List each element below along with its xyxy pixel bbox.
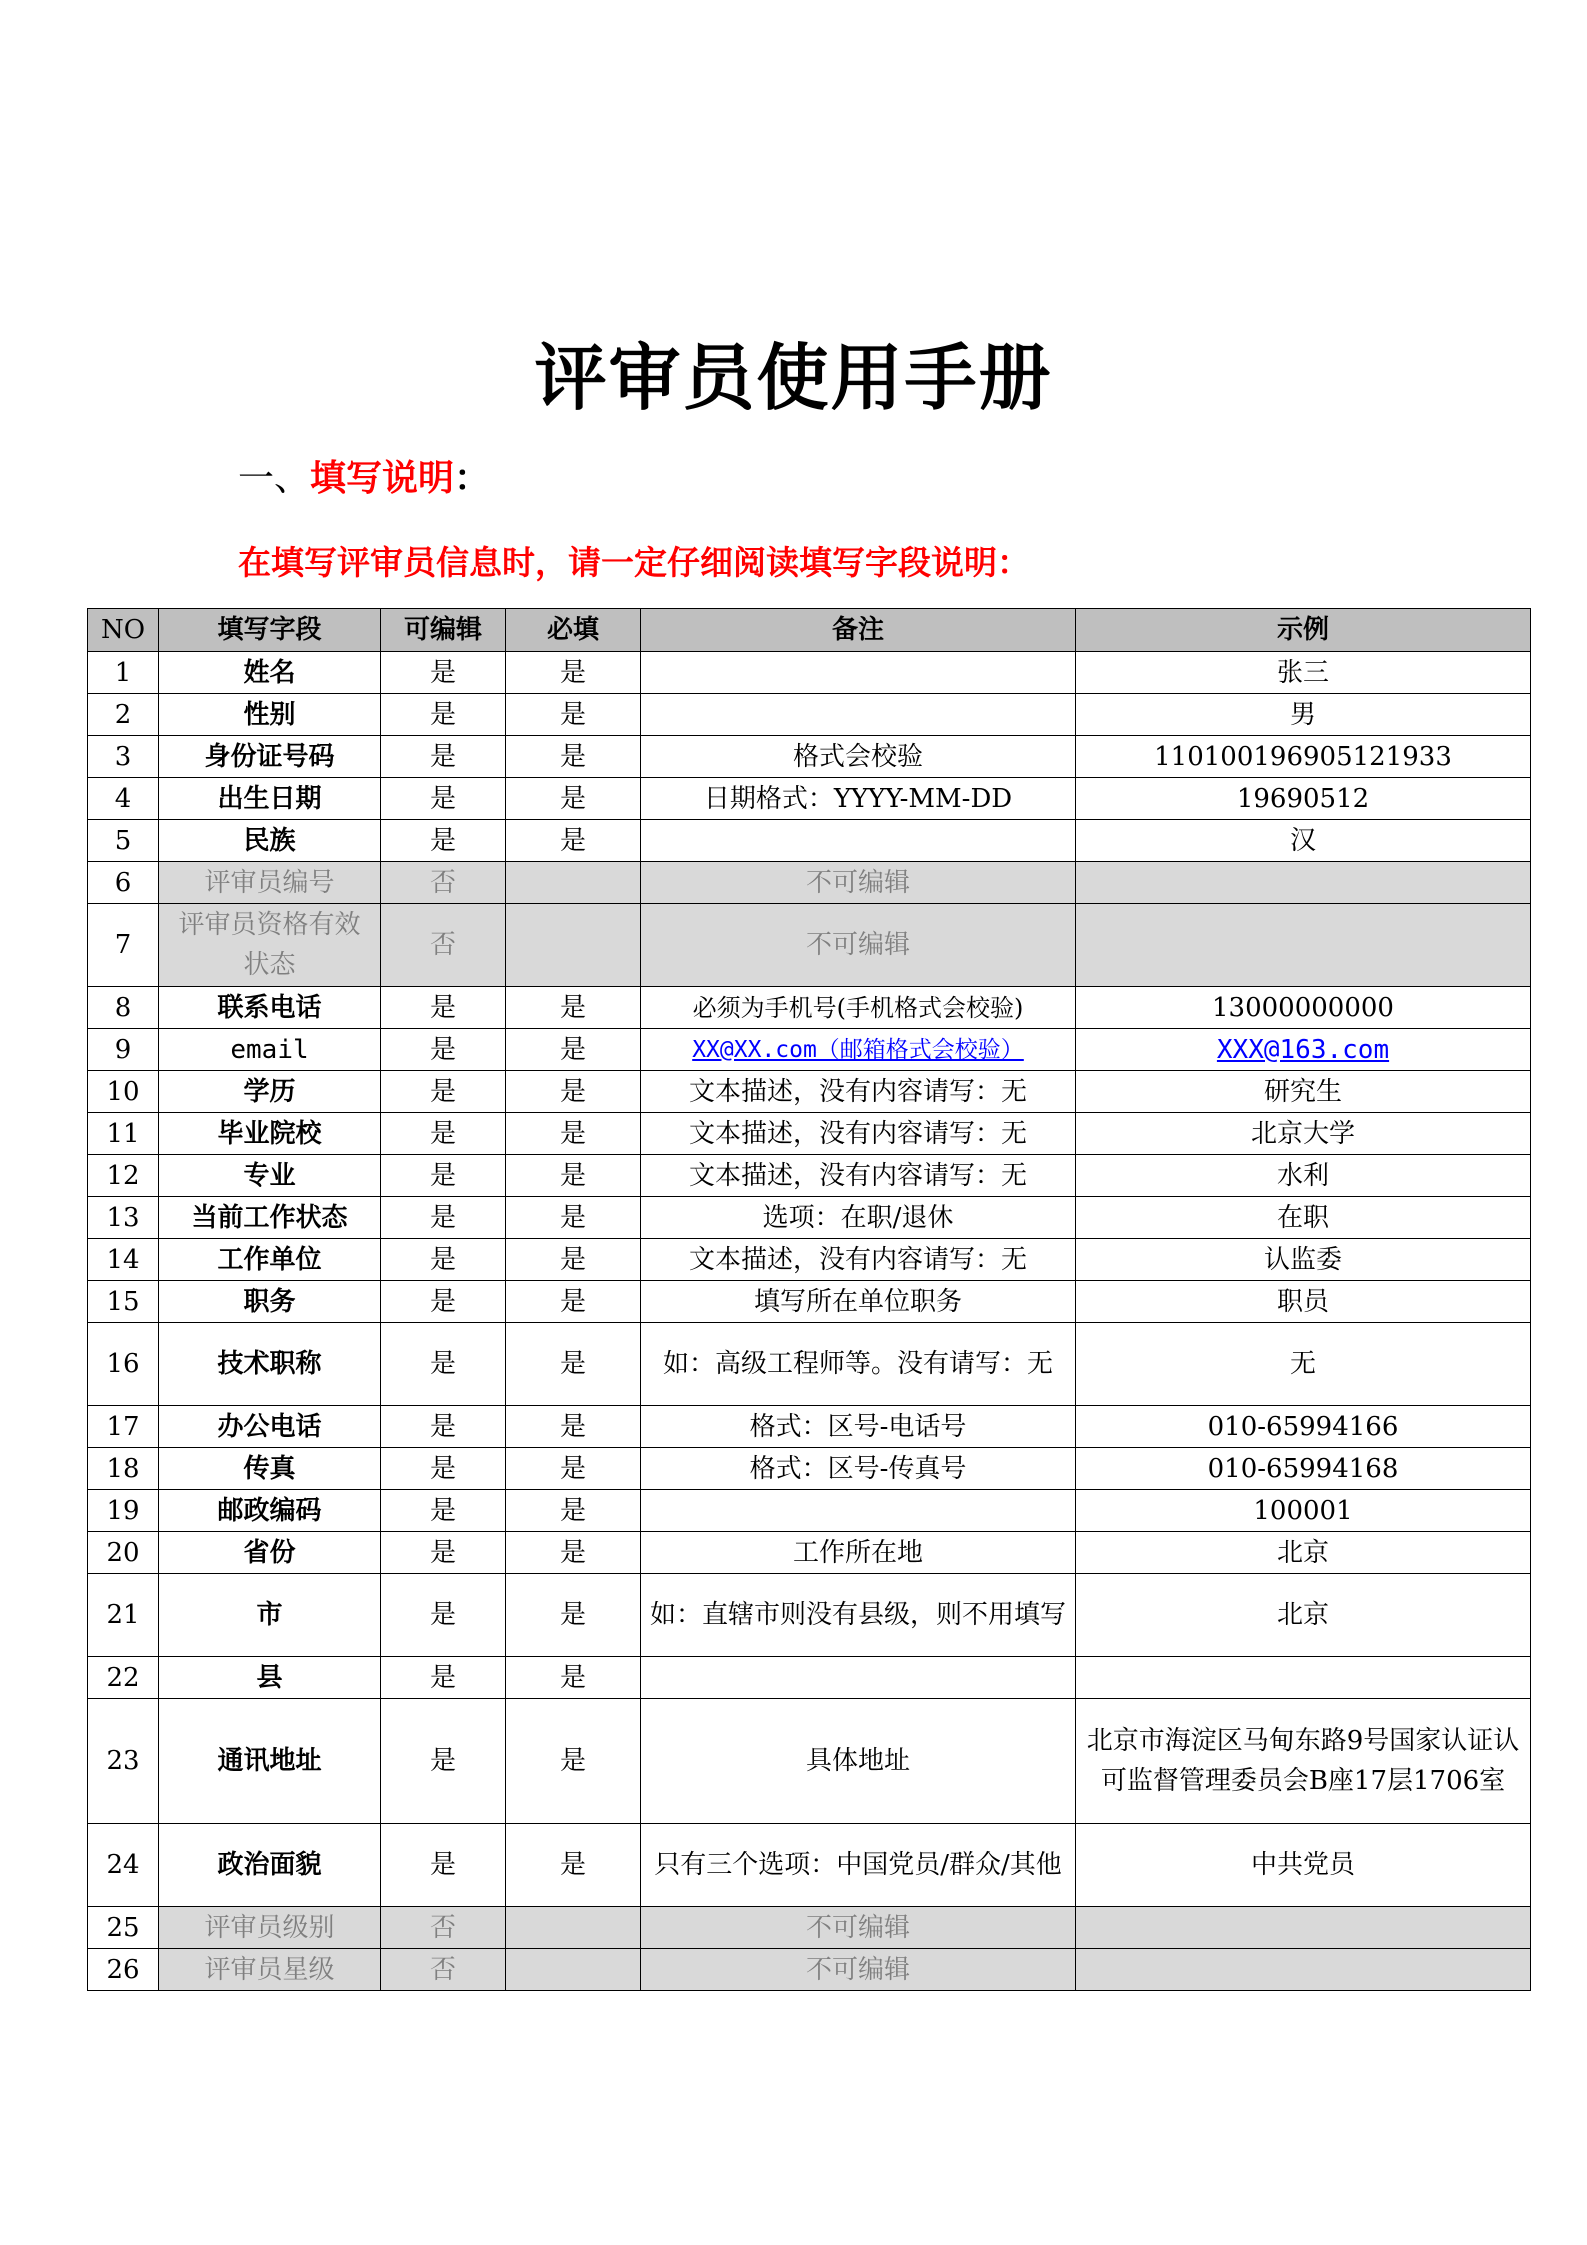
cell-example	[1076, 862, 1531, 904]
cell-field: 传真	[159, 1448, 381, 1490]
cell-editable: 是	[381, 1657, 506, 1699]
cell-editable: 是	[381, 1574, 506, 1657]
cell-required: 是	[506, 736, 641, 778]
cell-required	[506, 1949, 641, 1991]
table-row	[88, 1448, 1531, 1490]
email-example-link[interactable]: XXX@163.com	[1216, 1034, 1390, 1065]
cell-no: 11	[88, 1113, 159, 1155]
header-required: 必填	[506, 609, 641, 652]
table-row	[88, 1532, 1531, 1574]
cell-example: 水利	[1076, 1155, 1531, 1197]
cell-required: 是	[506, 1532, 641, 1574]
cell-no: 23	[88, 1699, 159, 1824]
cell-no: 19	[88, 1490, 159, 1532]
cell-required: 是	[506, 1824, 641, 1907]
table-row	[88, 778, 1531, 820]
header-no: NO	[88, 609, 159, 652]
cell-example: 100001	[1076, 1490, 1531, 1532]
table-row	[88, 820, 1531, 862]
cell-no: 9	[88, 1029, 159, 1071]
cell-required: 是	[506, 778, 641, 820]
cell-required: 是	[506, 694, 641, 736]
cell-editable: 否	[381, 1949, 506, 1991]
cell-example: 19690512	[1076, 778, 1531, 820]
cell-note: 日期格式：YYYY-MM-DD	[641, 778, 1076, 820]
cell-field: 通讯地址	[159, 1699, 381, 1824]
header-editable: 可编辑	[381, 609, 506, 652]
section-heading	[238, 455, 490, 503]
section-number: 一、	[238, 458, 311, 499]
cell-editable: 是	[381, 1155, 506, 1197]
table-row	[88, 652, 1531, 694]
cell-example: 010-65994168	[1076, 1448, 1531, 1490]
cell-field: 出生日期	[159, 778, 381, 820]
cell-example: 汉	[1076, 820, 1531, 862]
cell-note: 如：直辖市则没有县级，则不用填写	[641, 1574, 1076, 1657]
cell-required: 是	[506, 1155, 641, 1197]
cell-example: 在职	[1076, 1197, 1531, 1239]
table-row	[88, 1071, 1531, 1113]
cell-editable: 是	[381, 736, 506, 778]
cell-editable: 是	[381, 652, 506, 694]
email-format-link[interactable]: XX@XX.com（邮箱格式会校验）	[692, 1036, 1024, 1063]
cell-example: 男	[1076, 694, 1531, 736]
cell-example: 北京市海淀区马甸东路9号国家认证认可监督管理委员会B座17层1706室	[1076, 1699, 1531, 1824]
table-row	[88, 1323, 1531, 1406]
table-row	[88, 1113, 1531, 1155]
cell-required: 是	[506, 1197, 641, 1239]
cell-field: 技术职称	[159, 1323, 381, 1406]
cell-field: 评审员编号	[159, 862, 381, 904]
cell-example: 职员	[1076, 1281, 1531, 1323]
cell-editable: 是	[381, 694, 506, 736]
cell-note	[641, 1490, 1076, 1532]
cell-example	[1076, 904, 1531, 987]
cell-note: 工作所在地	[641, 1532, 1076, 1574]
cell-field: 省份	[159, 1532, 381, 1574]
cell-no: 24	[88, 1824, 159, 1907]
cell-example: 北京大学	[1076, 1113, 1531, 1155]
header-example: 示例	[1076, 609, 1531, 652]
table-row	[88, 1029, 1531, 1071]
cell-note: 只有三个选项：中国党员/群众/其他	[641, 1824, 1076, 1907]
table-header-row	[88, 609, 1531, 652]
cell-required: 是	[506, 1574, 641, 1657]
cell-editable: 是	[381, 1532, 506, 1574]
cell-no: 12	[88, 1155, 159, 1197]
cell-no: 7	[88, 904, 159, 987]
cell-no: 1	[88, 652, 159, 694]
cell-no: 13	[88, 1197, 159, 1239]
cell-example: 010-65994166	[1076, 1406, 1531, 1448]
cell-no: 21	[88, 1574, 159, 1657]
cell-no: 22	[88, 1657, 159, 1699]
cell-required: 是	[506, 1281, 641, 1323]
cell-field: 性别	[159, 694, 381, 736]
cell-editable: 是	[381, 1406, 506, 1448]
table-row	[88, 1699, 1531, 1824]
cell-note	[641, 694, 1076, 736]
cell-field: 邮政编码	[159, 1490, 381, 1532]
cell-field: 评审员资格有效状态	[159, 904, 381, 987]
cell-field: 身份证号码	[159, 736, 381, 778]
table-row	[88, 1490, 1531, 1532]
header-note: 备注	[641, 609, 1076, 652]
cell-example: 北京	[1076, 1574, 1531, 1657]
cell-example	[1076, 1949, 1531, 1991]
cell-editable: 是	[381, 1699, 506, 1824]
cell-example	[1076, 1657, 1531, 1699]
cell-field: 政治面貌	[159, 1824, 381, 1907]
cell-editable: 否	[381, 862, 506, 904]
cell-note: 文本描述，没有内容请写：无	[641, 1155, 1076, 1197]
cell-editable: 是	[381, 1448, 506, 1490]
cell-editable: 是	[381, 1281, 506, 1323]
table-row	[88, 694, 1531, 736]
cell-editable: 是	[381, 820, 506, 862]
cell-note: 格式：区号-传真号	[641, 1448, 1076, 1490]
table-row	[88, 1574, 1531, 1657]
cell-note: 不可编辑	[641, 1907, 1076, 1949]
cell-example: 中共党员	[1076, 1824, 1531, 1907]
table-row	[88, 1657, 1531, 1699]
cell-note	[641, 1657, 1076, 1699]
cell-field: 联系电话	[159, 987, 381, 1029]
cell-field: 专业	[159, 1155, 381, 1197]
cell-required	[506, 862, 641, 904]
cell-no: 2	[88, 694, 159, 736]
cell-no: 15	[88, 1281, 159, 1323]
cell-no: 14	[88, 1239, 159, 1281]
cell-note: 如：高级工程师等。没有请写：无	[641, 1323, 1076, 1406]
cell-field: 县	[159, 1657, 381, 1699]
cell-no: 10	[88, 1071, 159, 1113]
section-heading-text: 填写说明	[310, 458, 455, 499]
cell-required: 是	[506, 1113, 641, 1155]
cell-field: 当前工作状态	[159, 1197, 381, 1239]
table-row	[88, 1824, 1531, 1907]
cell-editable: 是	[381, 1239, 506, 1281]
instruction-text: 在填写评审员信息时，请一定仔细阅读填写字段说明：	[238, 543, 1030, 582]
cell-field: 评审员星级	[159, 1949, 381, 1991]
cell-editable: 是	[381, 778, 506, 820]
cell-editable: 是	[381, 987, 506, 1029]
table-row	[88, 1197, 1531, 1239]
cell-required: 是	[506, 1448, 641, 1490]
cell-editable: 是	[381, 1824, 506, 1907]
cell-note: 填写所在单位职务	[641, 1281, 1076, 1323]
cell-field: 姓名	[159, 652, 381, 694]
cell-example	[1076, 1029, 1531, 1071]
cell-required: 是	[506, 987, 641, 1029]
table-row	[88, 1281, 1531, 1323]
cell-required: 是	[506, 1323, 641, 1406]
cell-note: 不可编辑	[641, 904, 1076, 987]
table-row	[88, 987, 1531, 1029]
cell-field: 职务	[159, 1281, 381, 1323]
cell-example: 无	[1076, 1323, 1531, 1406]
cell-field: email	[159, 1029, 381, 1071]
cell-field: 学历	[159, 1071, 381, 1113]
cell-note: 不可编辑	[641, 862, 1076, 904]
cell-no: 25	[88, 1907, 159, 1949]
cell-field: 评审员级别	[159, 1907, 381, 1949]
cell-example: 13000000000	[1076, 987, 1531, 1029]
cell-required: 是	[506, 820, 641, 862]
cell-editable: 是	[381, 1197, 506, 1239]
cell-note: 具体地址	[641, 1699, 1076, 1824]
cell-note	[641, 820, 1076, 862]
cell-example: 张三	[1076, 652, 1531, 694]
cell-field: 民族	[159, 820, 381, 862]
cell-required	[506, 904, 641, 987]
field-description-table	[87, 608, 1531, 1991]
cell-no: 17	[88, 1406, 159, 1448]
cell-note: 文本描述，没有内容请写：无	[641, 1071, 1076, 1113]
table-row	[88, 1406, 1531, 1448]
cell-editable: 是	[381, 1071, 506, 1113]
cell-required: 是	[506, 1490, 641, 1532]
table-row	[88, 1155, 1531, 1197]
cell-note: 格式会校验	[641, 736, 1076, 778]
cell-field: 办公电话	[159, 1406, 381, 1448]
cell-no: 18	[88, 1448, 159, 1490]
cell-no: 4	[88, 778, 159, 820]
cell-note: 必须为手机号(手机格式会校验)	[641, 987, 1076, 1029]
cell-editable: 是	[381, 1029, 506, 1071]
cell-no: 16	[88, 1323, 159, 1406]
cell-no: 26	[88, 1949, 159, 1991]
cell-no: 6	[88, 862, 159, 904]
table-row	[88, 736, 1531, 778]
cell-required: 是	[506, 1071, 641, 1113]
cell-field: 毕业院校	[159, 1113, 381, 1155]
cell-editable: 否	[381, 1907, 506, 1949]
cell-no: 3	[88, 736, 159, 778]
cell-note: 不可编辑	[641, 1949, 1076, 1991]
cell-required: 是	[506, 1029, 641, 1071]
cell-required: 是	[506, 652, 641, 694]
cell-note: 选项：在职/退休	[641, 1197, 1076, 1239]
cell-required	[506, 1907, 641, 1949]
cell-example: 北京	[1076, 1532, 1531, 1574]
cell-note	[641, 1029, 1076, 1071]
cell-required: 是	[506, 1699, 641, 1824]
table-row-locked	[88, 862, 1531, 904]
cell-note: 格式：区号-电话号	[641, 1406, 1076, 1448]
cell-field: 工作单位	[159, 1239, 381, 1281]
cell-editable: 是	[381, 1113, 506, 1155]
cell-example: 研究生	[1076, 1071, 1531, 1113]
cell-editable: 是	[381, 1490, 506, 1532]
cell-editable: 是	[381, 1323, 506, 1406]
cell-required: 是	[506, 1406, 641, 1448]
cell-no: 5	[88, 820, 159, 862]
section-colon: ：	[454, 458, 491, 499]
cell-editable: 否	[381, 904, 506, 987]
page-title: 评审员使用手册	[534, 336, 1053, 420]
cell-note	[641, 652, 1076, 694]
table-row-locked	[88, 904, 1531, 987]
table-row	[88, 1239, 1531, 1281]
cell-field: 市	[159, 1574, 381, 1657]
cell-example: 认监委	[1076, 1239, 1531, 1281]
cell-example: 110100196905121933	[1076, 736, 1531, 778]
cell-note: 文本描述，没有内容请写：无	[641, 1113, 1076, 1155]
cell-required: 是	[506, 1657, 641, 1699]
table-row-locked	[88, 1907, 1531, 1949]
cell-note: 文本描述，没有内容请写：无	[641, 1239, 1076, 1281]
cell-no: 8	[88, 987, 159, 1029]
table-row-locked	[88, 1949, 1531, 1991]
cell-example	[1076, 1907, 1531, 1949]
cell-required: 是	[506, 1239, 641, 1281]
cell-no: 20	[88, 1532, 159, 1574]
header-field: 填写字段	[159, 609, 381, 652]
